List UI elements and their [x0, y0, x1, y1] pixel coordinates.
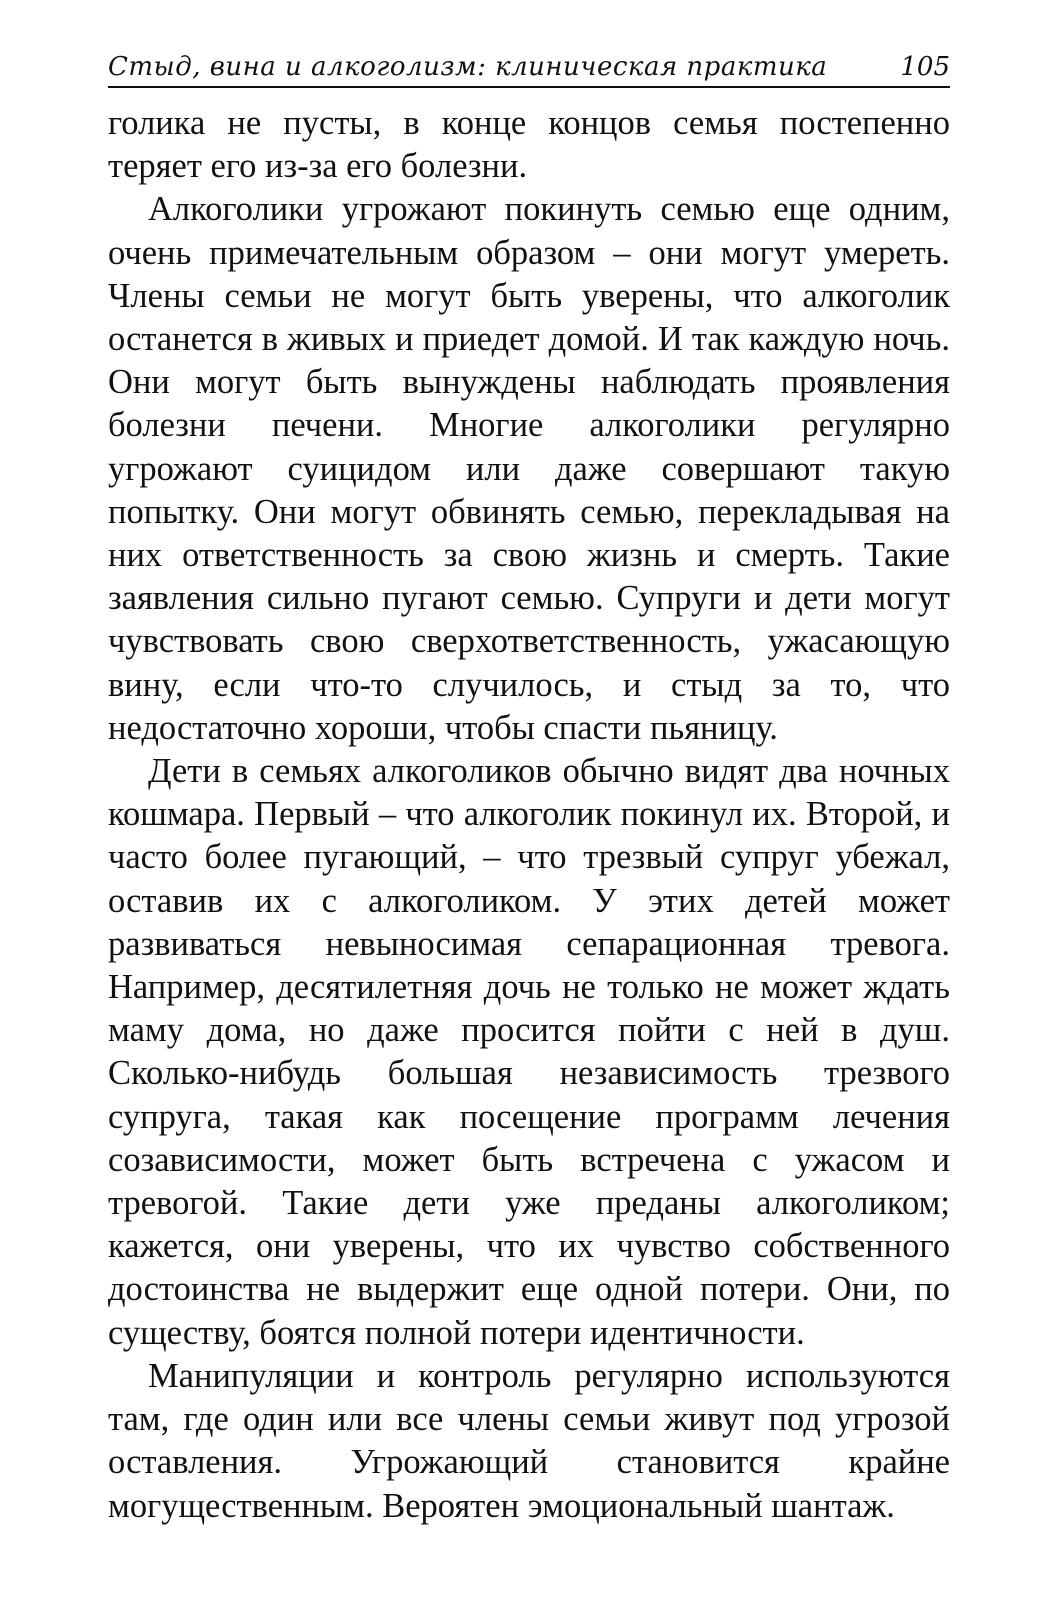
- paragraph: Дети в семьях алкоголиков обычно видят два ночных кошмара. Первый – что алкоголик покинул их. Второй, и часто более пугающий, – что трезвый супруг убежал, оставив их с алкоголиком. У этих детей может развиваться невыносимая сепарационная тревога. Например, десятилетняя дочь не только не может ждать маму дома, но даже просится пойти с ней в душ. Сколько-нибудь большая независимость трезвого супруга, такая как посещение программ лечения созависимости, может быть встречена с ужасом и тревогой. Такие дети уже преданы алкоголиком; кажется, они уверены, что их чувство собственного достоинства не выдержит еще одной потери. Они, по существу, боятся полной потери идентичности.: [108, 752, 950, 1352]
- paragraph: Манипуляции и контроль регулярно используются там, где один или все члены семьи живут под угрозой оставления. Угрожающий становится крайне могущественным. Вероятен эмоциональный шантаж.: [108, 1356, 950, 1525]
- running-title: Стыд, вина и алкоголизм: клиническая практика: [108, 52, 828, 82]
- book-page: [108, 50, 950, 1528]
- paragraph: Алкоголики угрожают покинуть семью еще одним, очень примечательным образом – они могут умереть. Члены семьи не могут быть уверены, что алкоголик останется в живых и приедет домой. И так каждую ночь. Они могут быть вынуждены наблюдать проявления болезни печени. Многие алкоголики регулярно угрожают суицидом или даже совершают такую попытку. Они могут обвинять семью, перекладывая на них ответственность за свою жизнь и смерть. Такие заявления сильно пугают семью. Супруги и дети могут чувствовать свою сверхответственность, ужасающую вину, если что-то случилось, и стыд за то, что недостаточно хороши, чтобы спасти пьяницу.: [108, 190, 950, 747]
- page-number: 105: [900, 52, 950, 82]
- running-header: [108, 50, 950, 88]
- paragraph-continuation: голика не пусты, в конце концов семья постепенно теряет его из-за его болезни.: [108, 104, 950, 186]
- body-text: [108, 102, 950, 1528]
